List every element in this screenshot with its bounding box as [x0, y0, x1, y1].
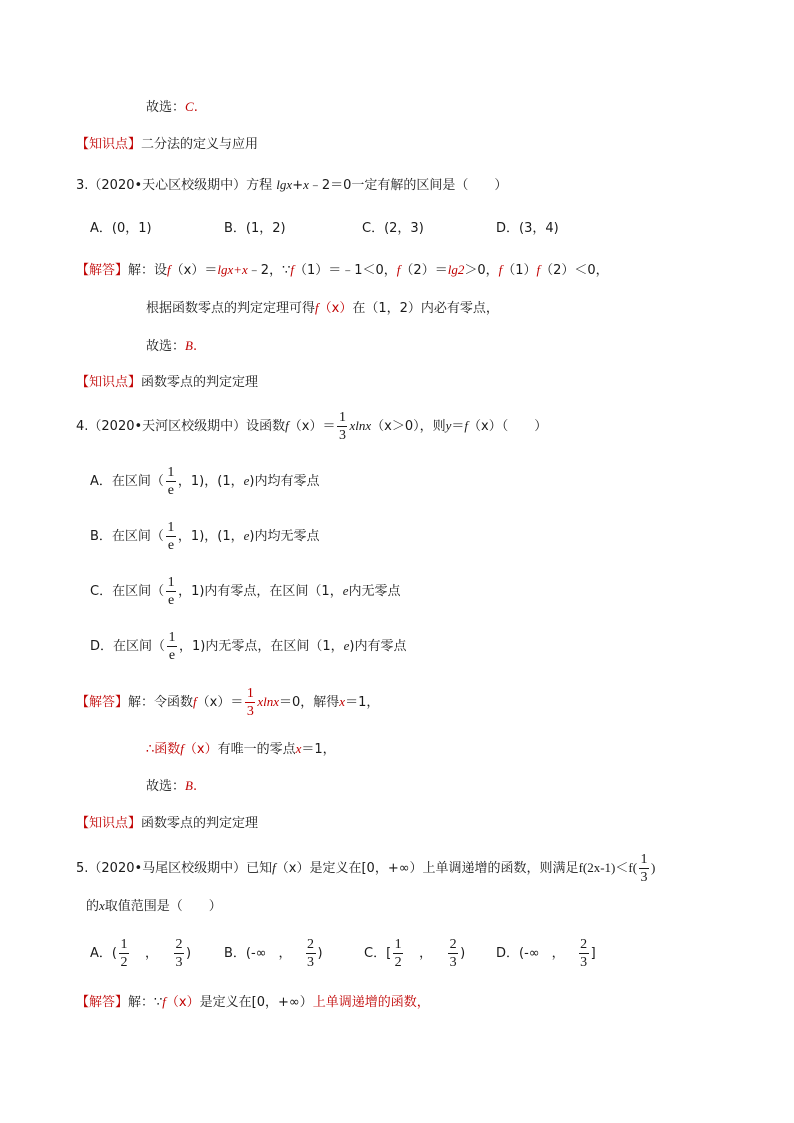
solution-tag: 【解答】 [76, 263, 129, 278]
q5-solution-line1: 【解答】解：∵f（x）是定义在[0，+∞）上单调递增的函数， [76, 994, 430, 1010]
q5-stem-line2: 的x取值范围是（ ） [86, 898, 222, 914]
q5-option-d: D．(-∞ ， $\frac{2}{3}$ ] [496, 937, 596, 970]
q3-option-c: C．(2，3) [362, 221, 424, 236]
q3-option-b: B．(1，2) [224, 221, 286, 236]
knowledge-point-tag: 【知识点】 [76, 816, 142, 831]
q5-option-a: A．( $\frac{1}{2}$ ， $\frac{2}{3}$ ) [90, 937, 192, 970]
q3-solution-line2: 根据函数零点的判定定理可得f（x）在（1，2）内必有零点， [146, 300, 499, 316]
q4-stem: 4.（2020•天河区校级期中）设函数f（x）＝ $\frac{1}{3}$ xlnx（x＞0），则y＝f（x）（ ） [76, 410, 548, 443]
q3-stem: 3.（2020•天心区校级期中）方程 lgx+x﹣2＝0一定有解的区间是（ ） [76, 177, 508, 193]
q3-solution-line1: 【解答】解：设f（x）＝lgx+x﹣2，∵f（1）＝﹣1＜0，f（2）＝lg2＞0，f（1）f（2）＜0， [76, 262, 609, 278]
q5-stem-line1: 5.（2020•马尾区校级期中）已知f（x）是定义在[0，+∞）上单调递增的函数，则满足f(2x-1)＜f( $\frac{1}{3}$ ) [76, 852, 656, 885]
solution-tag: 【解答】 [76, 695, 129, 710]
fraction: $\frac{1}{3}$ [338, 410, 346, 443]
q4-answer: 故选：B. [146, 778, 198, 794]
q3-option-d: D．(3，4) [496, 221, 559, 236]
q5-option-c: C．[ $\frac{1}{2}$ ， $\frac{2}{3}$ ) [364, 937, 466, 970]
q4-option-a: A．在区间（ $\frac{1}{e}$ ，1)，(1，e)内均有零点 [90, 465, 320, 498]
q3-knowledge-point: 【知识点】函数零点的判定定理 [76, 375, 259, 390]
solution-tag: 【解答】 [76, 995, 129, 1010]
q3-option-a: A．(0，1) [90, 221, 152, 236]
knowledge-point-tag: 【知识点】 [76, 137, 142, 152]
q5-option-b: B．(-∞ ， $\frac{2}{3}$ ) [224, 937, 323, 970]
q3-answer: 故选：B. [146, 338, 198, 354]
q2-knowledge-point: 【知识点】二分法的定义与应用 [76, 137, 259, 152]
q4-solution-line2: ∴函数f（x）有唯一的零点x＝1， [146, 741, 336, 757]
q4-solution-line1: 【解答】解：令函数f（x）＝ $\frac{1}{3}$ xlnx＝0，解得x＝1， [76, 686, 380, 719]
q4-option-c: C．在区间（ $\frac{1}{e}$ ，1)内有零点，在区间（1，e内无零点 [90, 575, 401, 608]
q4-knowledge-point: 【知识点】函数零点的判定定理 [76, 816, 259, 831]
q4-option-d: D．在区间（ $\frac{1}{e}$ ，1)内无零点，在区间（1，e)内有零点 [90, 630, 407, 663]
q2-answer: 故选：C. [146, 99, 198, 115]
q4-option-b: B．在区间（ $\frac{1}{e}$ ，1)，(1，e)内均无零点 [90, 520, 320, 553]
knowledge-point-tag: 【知识点】 [76, 375, 142, 390]
